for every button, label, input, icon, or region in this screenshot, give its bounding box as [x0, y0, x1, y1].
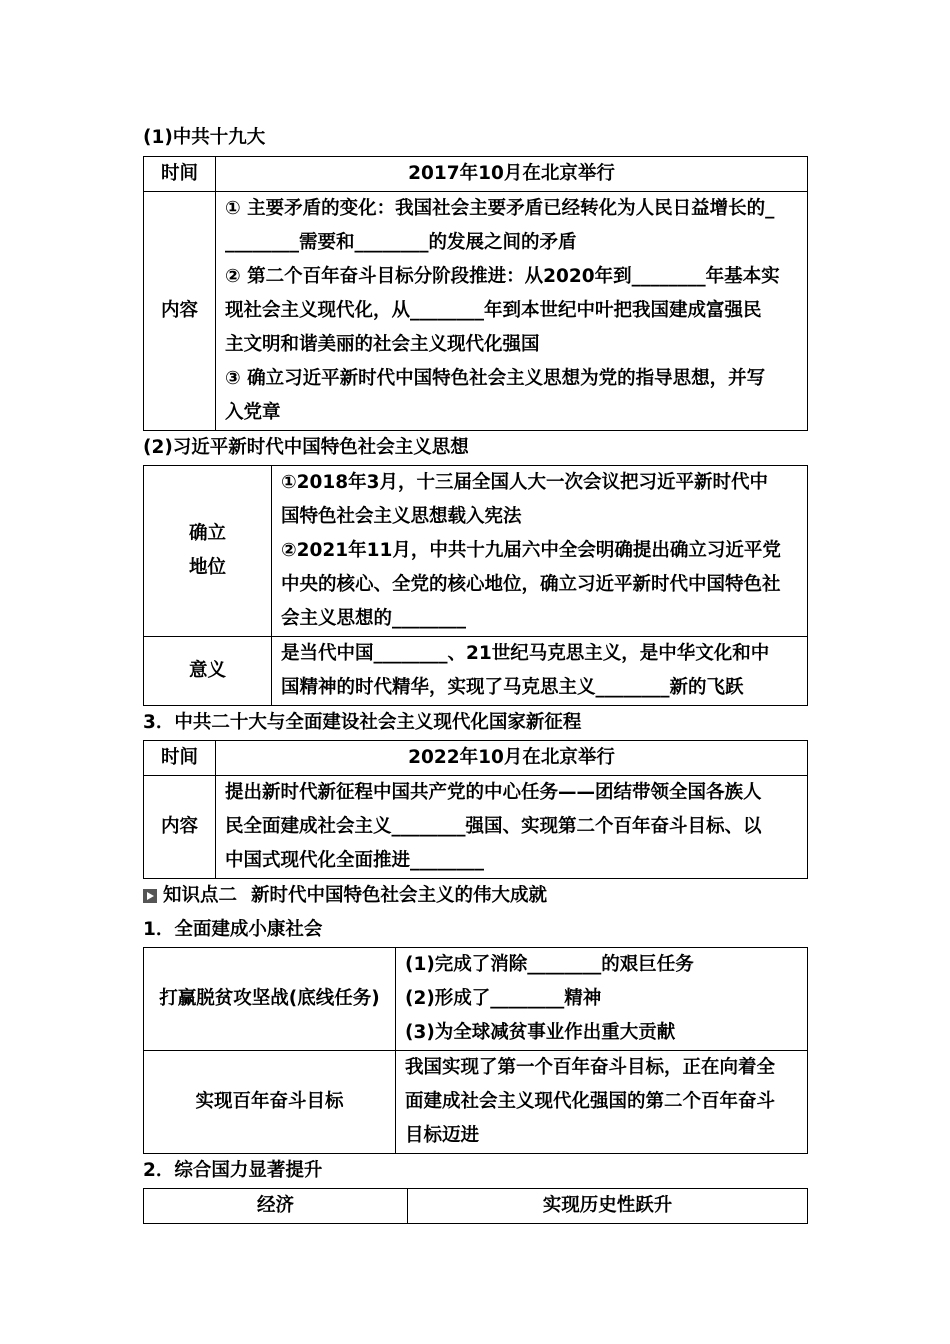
goal-cell: [396, 1051, 808, 1154]
time-label: 时间: [144, 741, 216, 776]
poverty-label: 打赢脱贫攻坚战(底线任务): [144, 948, 396, 1051]
section-heading-xiaokang: 1．全面建成小康社会: [143, 919, 323, 940]
content-line: ③ 确立习近平新时代中国特色社会主义思想为党的指导思想，并写: [225, 368, 766, 389]
document-body: [143, 120, 807, 1224]
table-xiaokang: [143, 947, 808, 1154]
goal-line: 目标迈进: [405, 1125, 480, 1146]
meaning-line: 是当代中国________、21世纪马克思主义，是中华文化和中: [281, 643, 770, 664]
knowledge-point-title: 新时代中国特色社会主义的伟大成就: [251, 885, 548, 906]
time-value: 2022年10月在北京举行: [216, 741, 808, 776]
poverty-line: (1)完成了消除________的艰巨任务: [405, 954, 694, 975]
table-xi-thought: [143, 465, 808, 706]
section-heading-19th-congress: (1)中共十九大: [143, 127, 266, 148]
status-line: 国特色社会主义思想载入宪法: [281, 506, 522, 527]
content-line: 提出新时代新征程中国共产党的中心任务——团结带领全国各族人: [225, 782, 762, 803]
content-label: 内容: [144, 192, 216, 431]
poverty-line: (2)形成了________精神: [405, 988, 602, 1009]
content-line: ① 主要矛盾的变化：我国社会主要矛盾已经转化为人民日益增长的_: [225, 198, 775, 219]
section-heading-national-power: 2．综合国力显著提升: [143, 1160, 323, 1181]
economy-value: 实现历史性跃升: [408, 1189, 808, 1224]
content-line: 现社会主义现代化，从________年到本世纪中叶把我国建成富强民: [225, 300, 762, 321]
economy-label: 经济: [144, 1189, 408, 1224]
status-line: ①2018年3月，十三届全国人大一次会议把习近平新时代中: [281, 472, 769, 493]
table-national-power: [143, 1188, 808, 1224]
status-line: 会主义思想的________: [281, 608, 467, 629]
goal-line: 我国实现了第一个百年奋斗目标，正在向着全: [405, 1057, 776, 1078]
goal-label: 实现百年奋斗目标: [144, 1051, 396, 1154]
status-line: ②2021年11月，中共十九届六中全会明确提出确立习近平党: [281, 540, 781, 561]
content-cell: [216, 776, 808, 879]
meaning-label: 意义: [144, 637, 272, 706]
time-value: 2017年10月在北京举行: [216, 157, 808, 192]
content-line: 中国式现代化全面推进________: [225, 850, 485, 871]
poverty-line: (3)为全球减贫事业作出重大贡献: [405, 1022, 676, 1043]
content-cell: [216, 192, 808, 431]
content-line: 入党章: [225, 402, 281, 423]
knowledge-point-heading: [143, 879, 807, 913]
goal-line: 面建成社会主义现代化强国的第二个百年奋斗: [405, 1091, 776, 1112]
content-label: 内容: [144, 776, 216, 879]
section-heading-xi-thought: (2)习近平新时代中国特色社会主义思想: [143, 437, 469, 458]
content-line: ② 第二个百年奋斗目标分阶段推进：从2020年到________年基本实: [225, 266, 780, 287]
knowledge-point-label: 知识点二: [163, 885, 238, 906]
status-cell: [272, 466, 808, 637]
section-heading-20th-congress: 3．中共二十大与全面建设社会主义现代化国家新征程: [143, 712, 582, 733]
time-label: 时间: [144, 157, 216, 192]
content-line: 民全面建成社会主义________强国、实现第二个百年奋斗目标、以: [225, 816, 762, 837]
meaning-cell: [272, 637, 808, 706]
poverty-cell: [396, 948, 808, 1051]
play-triangle-icon: [143, 889, 157, 903]
table-20th-congress: [143, 740, 808, 879]
table-19th-congress: [143, 156, 808, 431]
meaning-line: 国精神的时代精华，实现了马克思主义________新的飞跃: [281, 677, 744, 698]
status-line: 中央的核心、全党的核心地位，确立习近平新时代中国特色社: [281, 574, 781, 595]
content-line: ________需要和________的发展之间的矛盾: [225, 232, 577, 253]
status-label: 确立 地位: [144, 466, 272, 637]
content-line: 主文明和谐美丽的社会主义现代化强国: [225, 334, 540, 355]
